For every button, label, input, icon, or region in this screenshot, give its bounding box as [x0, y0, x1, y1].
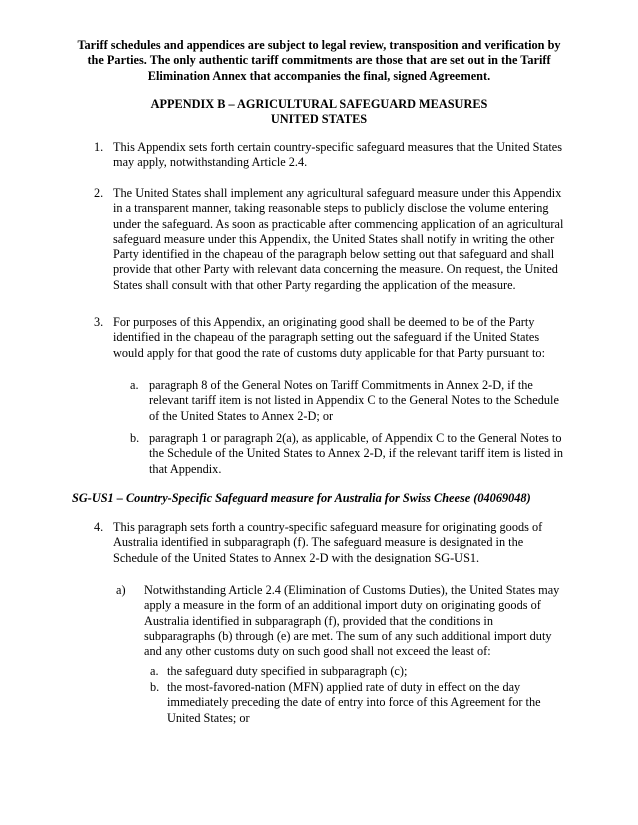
- disclaimer-notice: Tariff schedules and appendices are subject to legal review, transposition and verification by the Parties. The only authentic tariff commitments are those that are set out in the Tariff Elimination Annex that accompanies the final, signed Agreement.: [77, 38, 561, 83]
- paragraph-text: The United States shall implement any agricultural safeguard measure under this Appendix in a transparent manner, taking reasonable steps to publicly disclose the volume entering under the safeguard. As soon as practicable after commencing application of an agricultural safeguard measure under this Appendix, the United States shall notify in writing the other Party identified in the chapeau of the paragraph below setting out that safeguard and shall provide that other Party with relevant data concerning the measure. On request, the United States shall consult with that other Party regarding the application of the measure.: [113, 186, 564, 292]
- subparagraph-text: paragraph 8 of the General Notes on Tariff Commitments in Annex 2-D, if the relevant tariff item is not listed in Appendix C to the General Notes to the Schedule of the United States to Annex 2-D; or: [149, 378, 559, 423]
- paragraph-2: [72, 186, 566, 293]
- section-heading: SG-US1 – Country-Specific Safeguard measure for Australia for Swiss Cheese (04069048): [72, 491, 531, 505]
- item-a-list-a: [72, 664, 566, 679]
- subparagraph-letter: a.: [130, 378, 139, 392]
- list-letter: b.: [150, 680, 160, 694]
- subparagraph-a: [72, 378, 566, 424]
- paragraph-number: 3.: [94, 315, 104, 329]
- paragraph-number: 2.: [94, 186, 104, 200]
- paragraph-text: This Appendix sets forth certain country-specific safeguard measures that the United States may apply, notwithstanding Article 2.4.: [113, 140, 563, 170]
- list-letter: a.: [150, 664, 159, 678]
- appendix-title-line2: UNITED STATES: [270, 112, 368, 127]
- subparagraph-letter: b.: [130, 431, 140, 445]
- paragraph-4: [72, 520, 566, 566]
- paragraph-3: [72, 315, 566, 361]
- paragraph-text: For purposes of this Appendix, an originating good shall be deemed to be of the Party identified in the chapeau of the paragraph setting out the safeguard if the United States would apply for that good the rate of customs duty applicable for that Party pursuant to:: [113, 315, 546, 360]
- subparagraph-text: paragraph 1 or paragraph 2(a), as applicable, of Appendix C to the General Notes to the Schedule of the United States to Annex 2-D, if the relevant tariff item is listed in that Appendix.: [149, 431, 564, 476]
- list-text: the most-favored-nation (MFN) applied rate of duty in effect on the day immediately preceding the date of entry into force of this Agreement for the United States; or: [167, 680, 541, 725]
- subparagraph-b: [72, 431, 566, 477]
- list-text: the safeguard duty specified in subparagraph (c);: [167, 664, 408, 678]
- paragraph-number: 1.: [94, 140, 104, 154]
- item-a-list-b: [72, 680, 566, 726]
- paragraph-number: 4.: [94, 520, 104, 534]
- appendix-title-line1: APPENDIX B – AGRICULTURAL SAFEGUARD MEASURES: [150, 97, 488, 111]
- item-text: Notwithstanding Article 2.4 (Elimination of Customs Duties), the United States may apply a measure in the form of an additional import duty on originating goods of Australia identified in subparagraph (f), provided that the conditions in subparagraphs (b) through (e) are met. The sum of any such additional import duty and any other customs duty on such good shall not exceed the least of:: [144, 583, 560, 659]
- item-label: a): [116, 583, 126, 597]
- paragraph-1: [72, 140, 566, 171]
- paragraph-text: This paragraph sets forth a country-specific safeguard measure for originating goods of Australia identified in subparagraph (f). The safeguard measure is designated in the Schedule of the United States to Annex 2-D with the designation SG-US1.: [113, 520, 543, 565]
- appendix-title: [72, 97, 566, 128]
- item-a: [72, 583, 566, 659]
